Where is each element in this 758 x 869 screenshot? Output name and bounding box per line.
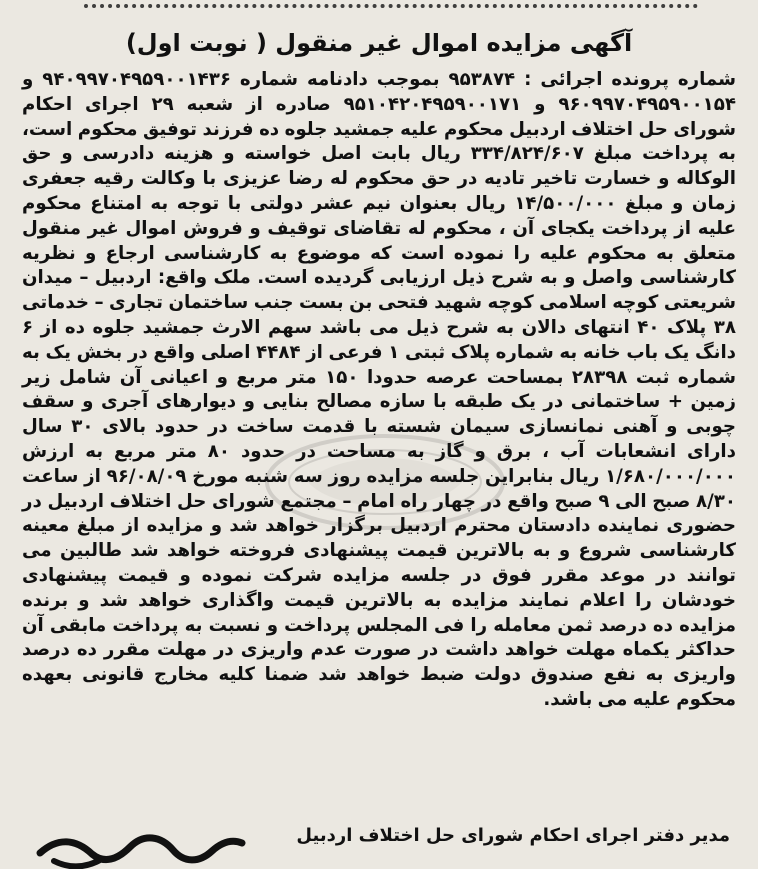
page-title: آگهی مزایده اموال غیر منقول ( نوبت اول) [125, 29, 633, 57]
top-dotted-ornament [84, 4, 698, 18]
notice-body: شماره پرونده اجرائی : ۹۵۳۸۷۴ بموجب دادنامه شماره ۹۴۰۹۹۷۰۴۹۵۹۰۰۱۴۳۶ و ۹۶۰۹۹۷۰۴۹۵۹۰۰۱۵۴ و ۹۵۱۰۴۲۰۴۹۵۹۰۰۱۷۱ صادره از شعبه ۲۹ اجرای احکام شورای حل اختلاف اردبیل محکوم علیه جمشید جلوه ده فرزند توفیق محکوم است، به پرداخت مبلغ ۳۳۴/۸۲۴/۶۰۷ ریال بابت اصل خواسته و هزینه دادرسی و حق الوکاله و خسارت تاخیر تادیه در حق محکوم له رضا عزیزی با وکالت رقیه جعفری زمان و مبلغ ۱۴/۵۰۰/۰۰۰ ریال بعنوان نیم عشر دولتی با توجه به امتناع محکوم علیه از پرداخت یکجای آن ، محکوم له تقاضای توقیف و فروش اموال غیر منقول متعلق به محکوم علیه را نموده است که موضوع به کارشناسی ارجاع و نظریه کارشناسی واصل و به شرح ذیل ارزیابی گردیده است. ملک واقع: اردبیل – میدان شریعتی کوچه اسلامی کوچه شهید فتحی بن بست جنب ساختمان تجاری – خدماتی ۳۸ پلاک ۴۰ انتهای دالان به شرح ذیل می باشد سهم الارث جمشید جلوه ده از ۶ دانگ یک باب خانه به شماره پلاک ثبتی ۱ فرعی از ۴۴۸۴ اصلی واقع در بخش یک به شماره ثبت ۲۸۳۹۸ بمساحت عرصه حدودا ۱۵۰ متر مربع و اعیانی آن شامل زیر زمین + ساختمانی در یک طبقه با سازه مصالح بنایی و دیوارهای آجری و سقف چوبی و آهنی نمانسازی سیمان شسته با قدمت ساخت در حدود بالای ۳۰ سال دارای انشعابات آب ، برق و گاز به مساحت در حدود ۸۰ متر مربع به ارزش ۱/۶۸۰/۰۰۰/۰۰۰ ریال بنابراین جلسه مزایده روز سه شنبه مورخ ۹۶/۰۸/۰۹ از ساعت ۸/۳۰ صبح الی ۹ صبح واقع در چهار راه امام – مجتمع شورای حل اختلاف اردبیل در حضوری نماینده دادستان محترم اردبیل برگزار خواهد شد و مزایده از مبلغ معینه کارشناسی شروع و به بالاترین قیمت پیشنهادی فروخته خواهد شد طالبین می توانند در موعد مقرر فوق در جلسه مزایده شرکت نموده و قیمت پیشنهادی خودشان را اعلام نمایند مزایده به بالاترین قیمت واگذاری خواهد شد و برنده مزایده ده درصد ثمن معامله را فی المجلس پرداخت و نسبت به پرداخت مابقی آن حداکثر یکماه مهلت خواهد داشت در صورت عدم واریزی در مهلت مقرر ده درصد واریزی به نفع صندوق دولت ضبط خواهد شد ضمنا کلیه مخارج قانونی بعهده محکوم علیه می باشد. [22, 69, 737, 710]
signature-line: مدیر دفتر اجرای احکام شورای حل اختلاف اردبیل [296, 825, 730, 846]
